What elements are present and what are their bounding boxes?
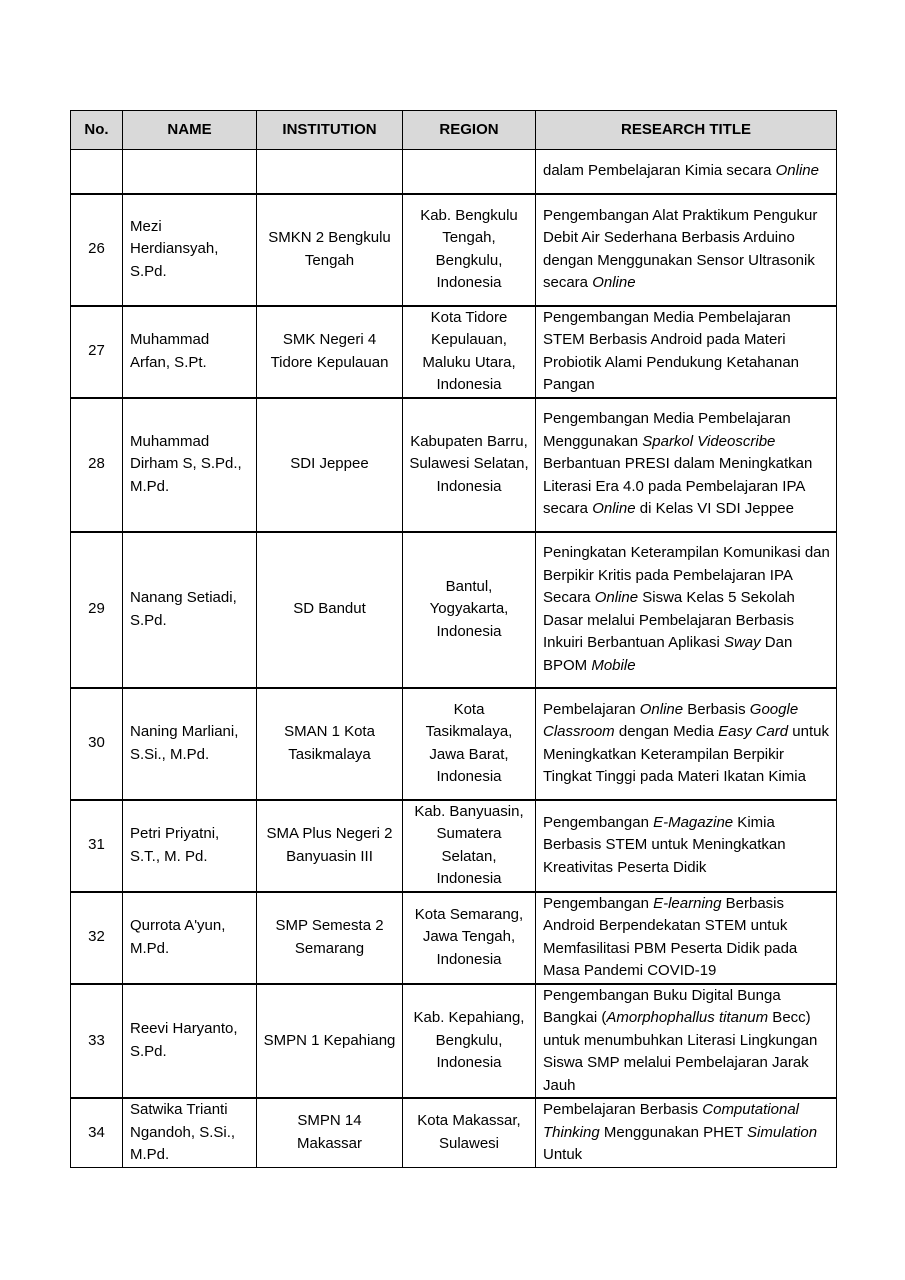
- cell-research-title: [536, 150, 837, 194]
- title-text: Dan BPOM: [543, 634, 793, 674]
- table-row: [71, 532, 837, 688]
- italic-term: E-Magazine: [653, 813, 734, 831]
- title-text: Peningkatan Keterampilan Komunikasi dan Berpikir Kritis pada Pembelajaran IPA Secara: [543, 544, 830, 606]
- cell-region: Bantul, Yogyakarta, Indonesia: [403, 532, 536, 688]
- cell-no: 34: [71, 1098, 123, 1167]
- cell-region: Kab. Kepahiang, Bengkulu, Indonesia: [403, 984, 536, 1099]
- italic-term: Simulation: [747, 1123, 818, 1141]
- title-text: Siswa Kelas 5 Sekolah Dasar melalui Pembelajaran Berbasis Inkuiri Berbantuan Aplikasi: [543, 589, 795, 651]
- cell-research-title: [536, 306, 837, 398]
- cell-institution: SMPN 1 Kepahiang: [257, 984, 403, 1099]
- cell-research-title: [536, 984, 837, 1099]
- title-text: di Kelas VI SDI Jeppee: [635, 500, 794, 518]
- title-text: Untuk: [543, 1146, 583, 1163]
- cell-name: Naning Marliani, S.Si., M.Pd.: [123, 688, 257, 800]
- header-institution: INSTITUTION: [257, 111, 403, 150]
- title-text: Pengembangan: [543, 894, 654, 912]
- italic-term: Online: [592, 500, 636, 518]
- cell-no: 31: [71, 800, 123, 892]
- cell-region: Kota Makassar, Sulawesi: [403, 1098, 536, 1167]
- italic-term: Easy Card: [718, 723, 789, 740]
- cell-research-title: [536, 892, 837, 984]
- title-text: Pembelajaran: [543, 700, 640, 718]
- italic-term: Sway: [723, 634, 761, 651]
- cell-name: Petri Priyatni, S.T., M. Pd.: [123, 800, 257, 892]
- cell-research-title: [536, 1098, 837, 1167]
- cell-no: [71, 150, 123, 194]
- cell-name: Reevi Haryanto, S.Pd.: [123, 984, 257, 1099]
- table-row: [71, 306, 837, 398]
- cell-region: Kota Semarang, Jawa Tengah, Indonesia: [403, 892, 536, 984]
- cell-name: Muhammad Dirham S, S.Pd., M.Pd.: [123, 398, 257, 532]
- cell-research-title: [536, 398, 837, 532]
- title-text: Pengembangan Media Pembelajaran Menggunakan: [543, 410, 791, 450]
- cell-no: 32: [71, 892, 123, 984]
- table-header: [71, 111, 837, 150]
- table-row: [71, 398, 837, 532]
- cell-institution: SD Bandut: [257, 532, 403, 688]
- cell-institution: SMA Plus Negeri 2 Banyuasin III: [257, 800, 403, 892]
- header-research-title: RESEARCH TITLE: [536, 111, 837, 150]
- table-row: [71, 1098, 837, 1167]
- table-body: [71, 150, 837, 1168]
- cell-name: Nanang Setiadi, S.Pd.: [123, 532, 257, 688]
- header-row: [71, 111, 837, 150]
- italic-term: Online: [639, 700, 684, 718]
- italic-term: Online: [594, 589, 639, 606]
- table-row: [71, 892, 837, 984]
- cell-name: [123, 150, 257, 194]
- italic-term: Online: [775, 162, 819, 179]
- cell-research-title: [536, 800, 837, 892]
- header-region: REGION: [403, 111, 536, 150]
- table-row: [71, 800, 837, 892]
- title-text: dengan Media: [614, 723, 719, 740]
- cell-institution: SMAN 1 Kota Tasikmalaya: [257, 688, 403, 800]
- header-no: No.: [71, 111, 123, 150]
- cell-institution: SDI Jeppee: [257, 398, 403, 532]
- cell-no: 28: [71, 398, 123, 532]
- cell-name: Muhammad Arfan, S.Pt.: [123, 306, 257, 398]
- cell-institution: SMPN 14 Makassar: [257, 1098, 403, 1167]
- cell-region: Kab. Banyuasin, Sumatera Selatan, Indonesia: [403, 800, 536, 892]
- cell-region: Kab. Bengkulu Tengah, Bengkulu, Indonesia: [403, 194, 536, 306]
- cell-no: 26: [71, 194, 123, 306]
- italic-term: Mobile: [591, 656, 636, 674]
- cell-no: 27: [71, 306, 123, 398]
- cell-no: 29: [71, 532, 123, 688]
- cell-no: 33: [71, 984, 123, 1099]
- cell-name: Mezi Herdiansyah, S.Pd.: [123, 194, 257, 306]
- italic-term: Computational Thinking: [543, 1101, 799, 1141]
- title-text: Berbantuan PRESI dalam Meningkatkan Literasi Era 4.0 pada Pembelajaran IPA secara: [543, 455, 813, 518]
- italic-term: Google Classroom: [543, 700, 799, 740]
- cell-region: [403, 150, 536, 194]
- title-text: Pengembangan: [543, 813, 654, 831]
- title-text: dalam Pembelajaran Kimia secara: [543, 162, 776, 179]
- cell-no: 30: [71, 688, 123, 800]
- title-text: Pembelajaran Berbasis: [543, 1101, 703, 1118]
- title-text: untuk Meningkatkan Keterampilan Berpikir Tingkat Tinggi pada Materi Ikatan Kimia: [543, 723, 830, 785]
- table-row: [71, 984, 837, 1099]
- document-page: [70, 110, 836, 1168]
- research-table: [70, 110, 837, 1168]
- cell-region: Kota Tasikmalaya, Jawa Barat, Indonesia: [403, 688, 536, 800]
- cell-research-title: [536, 688, 837, 800]
- title-text: Menggunakan PHET: [599, 1123, 748, 1141]
- cell-institution: SMK Negeri 4 Tidore Kepulauan: [257, 306, 403, 398]
- cell-institution: SMP Semesta 2 Semarang: [257, 892, 403, 984]
- table-row: [71, 688, 837, 800]
- cell-institution: SMKN 2 Bengkulu Tengah: [257, 194, 403, 306]
- cell-institution: [257, 150, 403, 194]
- title-text: Pengembangan Media Pembelajaran STEM Berbasis Android pada Materi Probiotik Alami Pendukung Ketahanan Pangan: [543, 308, 800, 393]
- title-text: Berbasis: [683, 700, 750, 718]
- title-text: Pengembangan Buku Digital Bunga Bangkai (: [543, 986, 781, 1026]
- title-text: Becc) untuk menumbuhkan Literasi Lingkungan Siswa SMP melalui Pembelajaran Jarak Jauh: [543, 1009, 818, 1094]
- title-text: Berbasis Android Berpendekatan STEM untuk Memfasilitasi PBM Peserta Didik pada Masa Pandemi COVID-19: [543, 894, 798, 979]
- cell-research-title: [536, 532, 837, 688]
- cell-name: Qurrota A'yun, M.Pd.: [123, 892, 257, 984]
- italic-term: Online: [592, 274, 636, 291]
- title-text: Kimia Berbasis STEM untuk Meningkatkan Kreativitas Peserta Didik: [543, 813, 786, 876]
- title-text: Pengembangan Alat Praktikum Pengukur Debit Air Sederhana Berbasis Arduino dengan Menggunakan Sensor Ultrasonik secara: [543, 206, 818, 291]
- cell-region: Kota Tidore Kepulauan, Maluku Utara, Indonesia: [403, 306, 536, 398]
- italic-term: E-learning: [653, 894, 722, 912]
- header-name: NAME: [123, 111, 257, 150]
- cell-region: Kabupaten Barru, Sulawesi Selatan, Indonesia: [403, 398, 536, 532]
- cell-name: Satwika Trianti Ngandoh, S.Si., M.Pd.: [123, 1098, 257, 1167]
- table-row: [71, 194, 837, 306]
- italic-term: Sparkol Videoscribe: [642, 432, 776, 450]
- table-row: [71, 150, 837, 194]
- cell-research-title: [536, 194, 837, 306]
- italic-term: Amorphophallus titanum: [606, 1009, 769, 1026]
